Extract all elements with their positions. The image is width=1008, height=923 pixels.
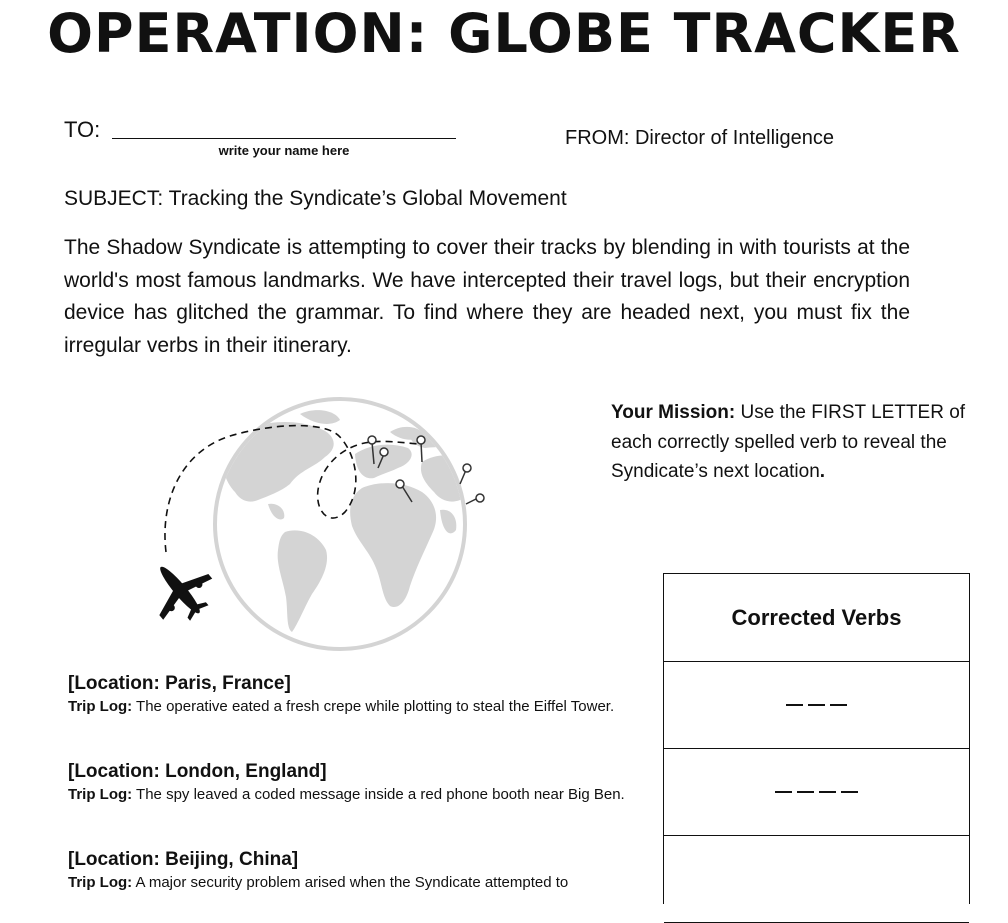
letter-blank[interactable] [786,704,803,706]
letter-blank[interactable] [775,791,792,793]
letter-blank[interactable] [808,704,825,706]
trip-log-entry [68,848,648,894]
airplane-icon [140,546,224,633]
corrected-verbs-table [663,573,970,904]
subject-line: SUBJECT: Tracking the Syndicate’s Global Movement [64,187,567,210]
name-write-line[interactable] [112,138,456,139]
globe-illustration [140,392,500,657]
log-sentence: The operative eated a fresh crepe while plotting to steal the Eiffel Tower. [132,698,615,715]
letter-blank[interactable] [830,704,847,706]
log-text [68,872,648,894]
log-text [68,784,648,806]
log-label: Trip Log: [68,874,133,891]
trip-log-entry [68,672,648,718]
mission-text: Use the FIRST LETTER of each correctly spelled verb to reveal the Syndicate’s next location [611,402,966,482]
to-label: TO: [64,117,101,142]
answer-row[interactable] [664,662,969,749]
answer-row[interactable] [664,749,969,836]
log-text [68,696,648,718]
globe-icon [215,399,472,649]
log-location: [Location: Beijing, China] [68,849,299,870]
mission-end: . [819,461,826,482]
letter-blank[interactable] [841,791,858,793]
intro-paragraph: The Shadow Syndicate is attempting to cover their tracks by blending in with tourists at the world's most famous landmarks. We have intercepted their travel logs, but their encryption device has glitched the grammar. To find where they are headed next, you must fix the irregular verbs in their itinerary. [64,236,910,357]
answer-row[interactable] [664,836,969,923]
name-hint: write your name here [218,143,350,158]
log-sentence: A major security problem arised when the Syndicate attempted to [132,874,569,891]
letter-blanks[interactable] [775,791,858,793]
log-location: [Location: Paris, France] [68,673,291,694]
from-line: FROM: Director of Intelligence [565,127,834,149]
letter-blank[interactable] [797,791,814,793]
trip-log-entry [68,760,648,806]
letter-blanks[interactable] [786,704,847,706]
letter-blank[interactable] [819,791,836,793]
table-header: Corrected Verbs [664,574,969,662]
worksheet-title: OPERATION: GLOBE TRACKER [47,2,961,65]
log-label: Trip Log: [68,786,133,803]
mission-instructions [611,398,981,487]
mission-label: Your Mission: [611,402,736,423]
log-label: Trip Log: [68,698,133,715]
log-sentence: The spy leaved a coded message inside a red phone booth near Big Ben. [132,786,625,803]
log-location: [Location: London, England] [68,761,327,782]
